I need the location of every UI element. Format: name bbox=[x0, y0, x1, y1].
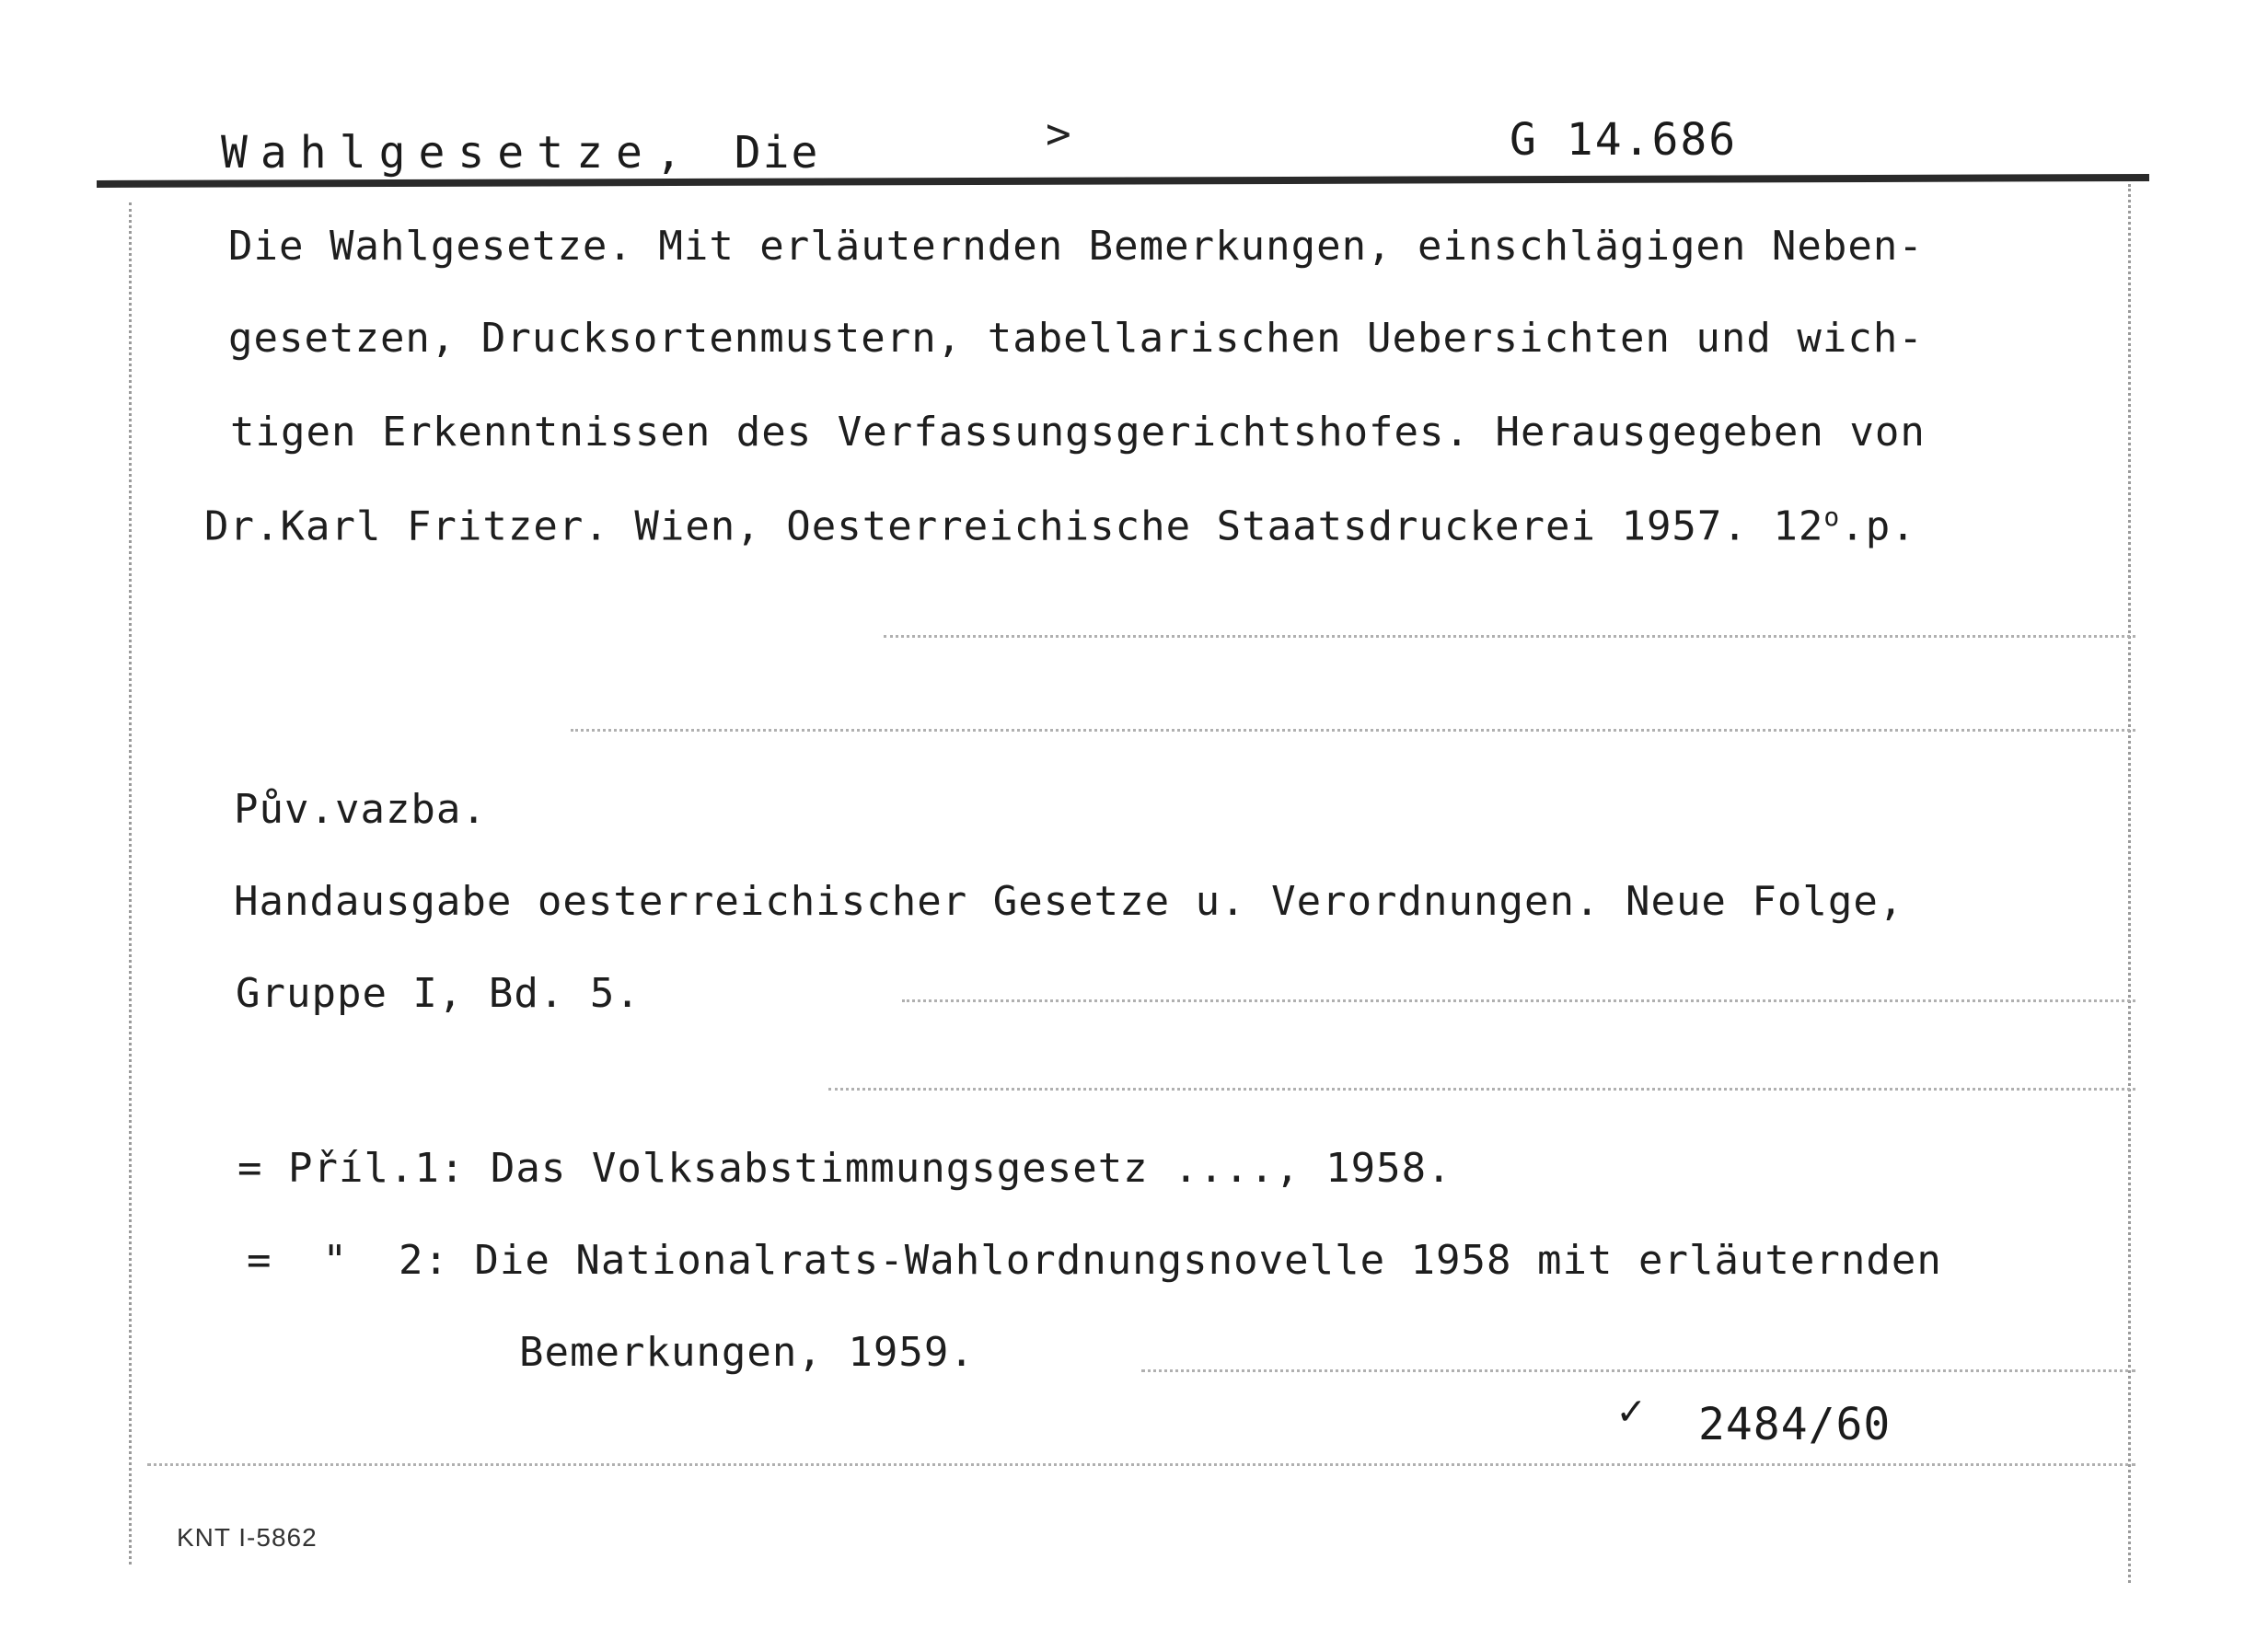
supplement-2-prefix: = " 2: bbox=[247, 1237, 449, 1284]
left-margin-guide bbox=[129, 202, 132, 1564]
guide-line bbox=[147, 1463, 2135, 1466]
guide-line bbox=[884, 635, 2135, 638]
series-line-2: Gruppe I, Bd. 5. bbox=[236, 970, 641, 1017]
card-stamp: KNT I-5862 bbox=[177, 1523, 318, 1552]
format-superscript: o bbox=[1823, 502, 1841, 532]
supplement-1-prefix: = Příl.1: bbox=[237, 1145, 466, 1192]
card-heading-title bbox=[221, 127, 819, 179]
description-line-3: tigen Erkenntnissen des Verfassungsgerichtshofes. Herausgegeben von bbox=[230, 409, 1926, 456]
description-line-4 bbox=[204, 504, 1916, 548]
description-line-1: Die Wahlgesetze. Mit erläuternden Bemerkungen, einschlägigen Neben- bbox=[228, 223, 1924, 270]
call-number: G 14.686 bbox=[1510, 114, 1738, 166]
heading-article: Die bbox=[734, 127, 820, 179]
heading-main-word: Wahlgesetze, bbox=[221, 127, 695, 179]
guide-line bbox=[828, 1088, 2135, 1091]
description-line-2: gesetzen, Drucksortenmustern, tabellarischen Uebersichten und wich- bbox=[228, 315, 1924, 362]
supplement-2-text: Die Nationalrats-Wahlordnungsnovelle 1958 mit erläuternden bbox=[474, 1237, 1942, 1284]
accession-number: 2484/60 bbox=[1698, 1399, 1892, 1450]
imprint-text: Dr.Karl Fritzer. Wien, Oesterreichische Staatsdruckerei 1957. 12 bbox=[204, 502, 1824, 550]
guide-line bbox=[1141, 1369, 2135, 1372]
supplement-2-continuation: Bemerkungen, 1959. bbox=[519, 1329, 975, 1376]
supplement-1 bbox=[237, 1145, 1452, 1192]
right-margin-guide bbox=[2128, 184, 2131, 1583]
guide-line bbox=[902, 999, 2135, 1002]
binding-note: Pův.vazba. bbox=[234, 786, 487, 833]
supplement-2 bbox=[247, 1237, 1942, 1284]
check-mark: ✓ bbox=[1618, 1385, 1644, 1435]
guide-line bbox=[571, 729, 2135, 732]
supplement-1-text: Das Volksabstimmungsgesetz ...., 1958. bbox=[490, 1145, 1452, 1192]
pagination-text: .p. bbox=[1840, 502, 1916, 550]
series-line-1: Handausgabe oesterreichischer Gesetze u. Verordnungen. Neue Folge, bbox=[234, 878, 1904, 925]
caret-mark: > bbox=[1046, 109, 1071, 158]
